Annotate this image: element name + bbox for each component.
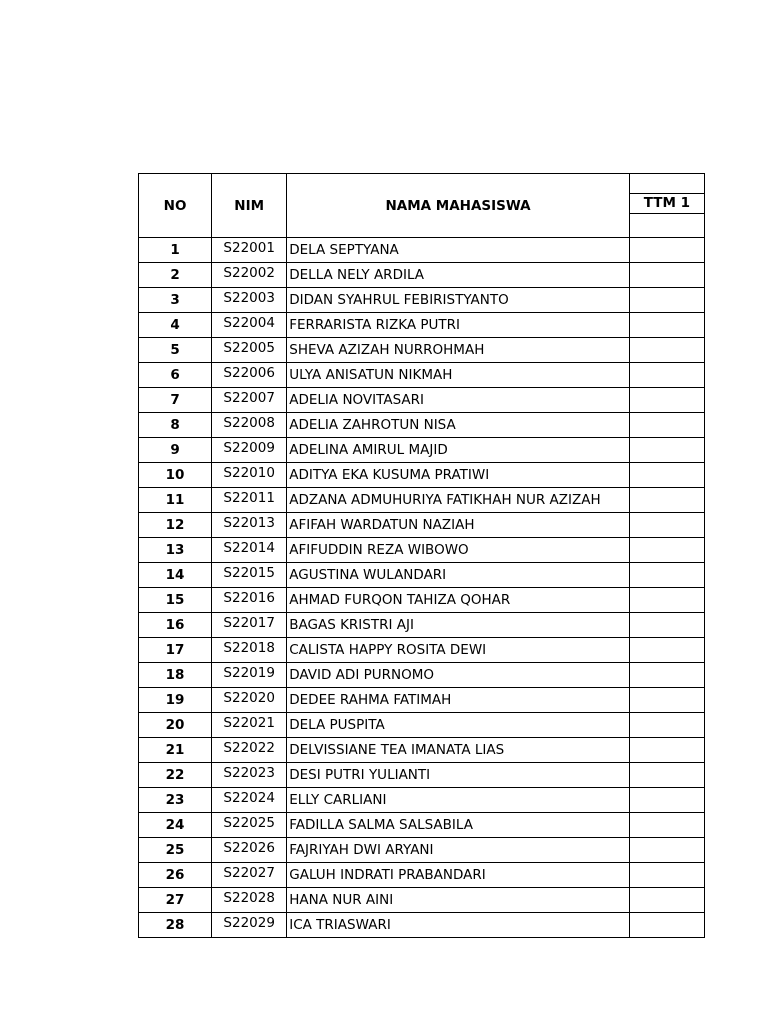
cell-ttm[interactable] (629, 488, 704, 513)
cell-ttm[interactable] (629, 838, 704, 863)
cell-nim (212, 438, 287, 463)
table-row (139, 263, 705, 288)
cell-nim (212, 738, 287, 763)
table-row (139, 613, 705, 638)
cell-nim (212, 238, 287, 263)
cell-name: DELA SEPTYANA (287, 238, 630, 263)
cell-name: DAVID ADI PURNOMO (287, 663, 630, 688)
cell-nim-text: S22006 (223, 365, 275, 381)
cell-name: AFIFAH WARDATUN NAZIAH (287, 513, 630, 538)
cell-no: 18 (139, 663, 212, 688)
cell-nim-text: S22023 (223, 765, 275, 781)
cell-name: ICA TRIASWARI (287, 913, 630, 938)
cell-name: ADELINA AMIRUL MAJID (287, 438, 630, 463)
cell-ttm[interactable] (629, 638, 704, 663)
table-row (139, 338, 705, 363)
cell-name: FADILLA SALMA SALSABILA (287, 813, 630, 838)
cell-no: 2 (139, 263, 212, 288)
cell-ttm[interactable] (629, 588, 704, 613)
cell-nim-text: S22014 (223, 540, 275, 556)
cell-no: 23 (139, 788, 212, 813)
cell-name: BAGAS KRISTRI AJI (287, 613, 630, 638)
cell-ttm[interactable] (629, 738, 704, 763)
cell-ttm[interactable] (629, 413, 704, 438)
table-row (139, 363, 705, 388)
table-row (139, 863, 705, 888)
cell-ttm[interactable] (629, 863, 704, 888)
cell-name: ELLY CARLIANI (287, 788, 630, 813)
cell-ttm[interactable] (629, 563, 704, 588)
header-row (139, 174, 705, 238)
cell-no: 3 (139, 288, 212, 313)
cell-no: 9 (139, 438, 212, 463)
cell-name: DELA PUSPITA (287, 713, 630, 738)
cell-no: 20 (139, 713, 212, 738)
cell-name: ADZANA ADMUHURIYA FATIKHAH NUR AZIZAH (287, 488, 630, 513)
cell-name: CALISTA HAPPY ROSITA DEWI (287, 638, 630, 663)
cell-ttm[interactable] (629, 688, 704, 713)
cell-ttm[interactable] (629, 288, 704, 313)
table-row (139, 638, 705, 663)
cell-name: ULYA ANISATUN NIKMAH (287, 363, 630, 388)
cell-nim-text: S22001 (223, 240, 275, 256)
cell-nim-text: S22016 (223, 590, 275, 606)
cell-nim-text: S22011 (223, 490, 275, 506)
cell-nim-text: S22010 (223, 465, 275, 481)
cell-no: 22 (139, 763, 212, 788)
table-row (139, 538, 705, 563)
cell-nim-text: S22021 (223, 715, 275, 731)
cell-ttm[interactable] (629, 538, 704, 563)
cell-no: 1 (139, 238, 212, 263)
cell-nim-text: S22004 (223, 315, 275, 331)
attendance-table (138, 173, 705, 938)
cell-ttm[interactable] (629, 313, 704, 338)
table-row (139, 313, 705, 338)
cell-nim (212, 288, 287, 313)
cell-no: 12 (139, 513, 212, 538)
cell-nim-text: S22013 (223, 515, 275, 531)
cell-nim-text: S22026 (223, 840, 275, 856)
table-row (139, 388, 705, 413)
header-name: NAMA MAHASISWA (287, 174, 630, 238)
cell-nim (212, 688, 287, 713)
cell-nim (212, 363, 287, 388)
cell-no: 4 (139, 313, 212, 338)
cell-name: ADELIA ZAHROTUN NISA (287, 413, 630, 438)
cell-no: 24 (139, 813, 212, 838)
cell-nim (212, 713, 287, 738)
cell-name: DEDEE RAHMA FATIMAH (287, 688, 630, 713)
cell-no: 15 (139, 588, 212, 613)
cell-no: 11 (139, 488, 212, 513)
cell-nim-text: S22015 (223, 565, 275, 581)
cell-nim-text: S22002 (223, 265, 275, 281)
table-row (139, 238, 705, 263)
cell-nim (212, 313, 287, 338)
cell-ttm[interactable] (629, 463, 704, 488)
cell-nim (212, 388, 287, 413)
table-row (139, 588, 705, 613)
cell-nim (212, 513, 287, 538)
cell-no: 25 (139, 838, 212, 863)
cell-nim-text: S22017 (223, 615, 275, 631)
cell-no: 5 (139, 338, 212, 363)
cell-no: 8 (139, 413, 212, 438)
cell-nim-text: S22003 (223, 290, 275, 306)
cell-nim (212, 913, 287, 938)
table-row (139, 513, 705, 538)
table-body (139, 238, 705, 938)
header-nim: NIM (212, 174, 287, 238)
cell-name: DELVISSIANE TEA IMANATA LIAS (287, 738, 630, 763)
cell-no: 10 (139, 463, 212, 488)
cell-nim-text: S22009 (223, 440, 275, 456)
cell-ttm[interactable] (629, 788, 704, 813)
cell-ttm[interactable] (629, 238, 704, 263)
cell-name: FERRARISTA RIZKA PUTRI (287, 313, 630, 338)
cell-name: AGUSTINA WULANDARI (287, 563, 630, 588)
cell-name: FAJRIYAH DWI ARYANI (287, 838, 630, 863)
cell-nim-text: S22019 (223, 665, 275, 681)
cell-ttm[interactable] (629, 763, 704, 788)
table-row (139, 838, 705, 863)
cell-name: ADELIA NOVITASARI (287, 388, 630, 413)
cell-nim (212, 788, 287, 813)
cell-nim-text: S22027 (223, 865, 275, 881)
cell-ttm[interactable] (629, 363, 704, 388)
table-row (139, 813, 705, 838)
cell-nim (212, 413, 287, 438)
cell-name: HANA NUR AINI (287, 888, 630, 913)
cell-nim (212, 888, 287, 913)
cell-name: SHEVA AZIZAH NURROHMAH (287, 338, 630, 363)
cell-no: 16 (139, 613, 212, 638)
cell-no: 13 (139, 538, 212, 563)
cell-ttm[interactable] (629, 613, 704, 638)
cell-nim (212, 488, 287, 513)
cell-nim (212, 538, 287, 563)
cell-nim-text: S22018 (223, 640, 275, 656)
cell-nim (212, 338, 287, 363)
cell-name: DIDAN SYAHRUL FEBIRISTYANTO (287, 288, 630, 313)
cell-name: AHMAD FURQON TAHIZA QOHAR (287, 588, 630, 613)
cell-no: 6 (139, 363, 212, 388)
table-row (139, 488, 705, 513)
cell-nim-text: S22005 (223, 340, 275, 356)
cell-nim (212, 263, 287, 288)
cell-ttm[interactable] (629, 263, 704, 288)
table-row (139, 738, 705, 763)
cell-nim-text: S22008 (223, 415, 275, 431)
cell-no: 28 (139, 913, 212, 938)
cell-nim-text: S22029 (223, 915, 275, 931)
table-row (139, 763, 705, 788)
cell-ttm[interactable] (629, 888, 704, 913)
cell-nim (212, 613, 287, 638)
table-row (139, 438, 705, 463)
cell-ttm[interactable] (629, 913, 704, 938)
table-row (139, 663, 705, 688)
cell-nim-text: S22020 (223, 690, 275, 706)
cell-nim-text: S22022 (223, 740, 275, 756)
cell-ttm[interactable] (629, 388, 704, 413)
cell-no: 27 (139, 888, 212, 913)
cell-ttm[interactable] (629, 438, 704, 463)
cell-nim (212, 463, 287, 488)
table-row (139, 713, 705, 738)
cell-nim-text: S22007 (223, 390, 275, 406)
cell-ttm[interactable] (629, 713, 704, 738)
table-row (139, 288, 705, 313)
cell-nim (212, 838, 287, 863)
table-row (139, 788, 705, 813)
cell-nim (212, 813, 287, 838)
table-row (139, 688, 705, 713)
cell-ttm[interactable] (629, 338, 704, 363)
cell-ttm[interactable] (629, 663, 704, 688)
cell-name: DELLA NELY ARDILA (287, 263, 630, 288)
cell-no: 26 (139, 863, 212, 888)
cell-nim (212, 663, 287, 688)
cell-nim (212, 563, 287, 588)
cell-name: AFIFUDDIN REZA WIBOWO (287, 538, 630, 563)
cell-nim (212, 863, 287, 888)
cell-no: 21 (139, 738, 212, 763)
table-row (139, 413, 705, 438)
cell-nim (212, 588, 287, 613)
table-row (139, 888, 705, 913)
cell-ttm[interactable] (629, 813, 704, 838)
header-ttm (629, 174, 704, 238)
cell-name: GALUH INDRATI PRABANDARI (287, 863, 630, 888)
cell-no: 14 (139, 563, 212, 588)
cell-nim (212, 638, 287, 663)
cell-ttm[interactable] (629, 513, 704, 538)
cell-no: 7 (139, 388, 212, 413)
table-row (139, 913, 705, 938)
cell-name: ADITYA EKA KUSUMA PRATIWI (287, 463, 630, 488)
cell-no: 17 (139, 638, 212, 663)
table-row (139, 463, 705, 488)
cell-nim-text: S22024 (223, 790, 275, 806)
cell-nim (212, 763, 287, 788)
cell-nim-text: S22028 (223, 890, 275, 906)
header-ttm-label: TTM 1 (630, 193, 704, 214)
cell-name: DESI PUTRI YULIANTI (287, 763, 630, 788)
header-no: NO (139, 174, 212, 238)
cell-nim-text: S22025 (223, 815, 275, 831)
cell-no: 19 (139, 688, 212, 713)
table-row (139, 563, 705, 588)
